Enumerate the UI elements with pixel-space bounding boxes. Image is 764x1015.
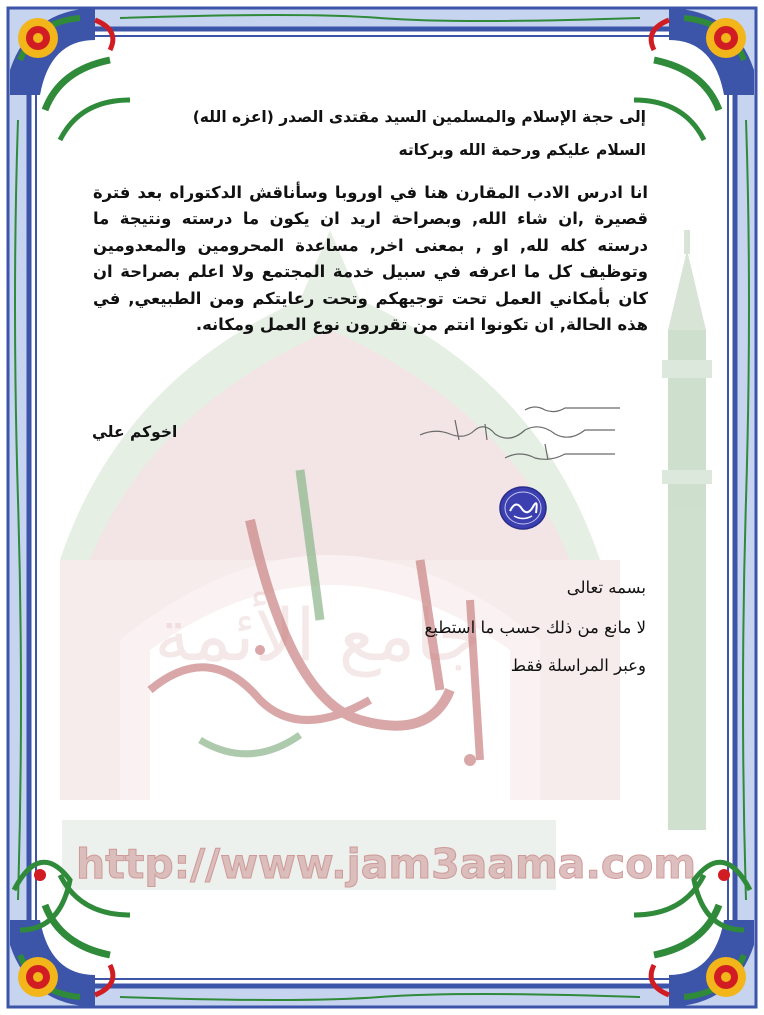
site-url-watermark: http://www.jam3aama.com (76, 840, 697, 888)
recipient-line: إلى حجة الإسلام والمسلمين السيد مقتدى الصدر (اعزه الله) (192, 108, 646, 126)
greeting-line: السلام عليكم ورحمة الله وبركاته (398, 141, 646, 159)
letter-body: انا ادرس الادب المقارن هنا في اوروبا وسأناقش الدكتوراه بعد فترة قصيرة ,ان شاء الله, وبصراحة اريد ان يكون ما درسته ونتيجة ما درسته كله لله, او , بمعنى اخر, مساعدة المحرومين والمعدومين وتوظيف كل ما اعرفه في سبيل خدمة المجتمع ولا اعلم بصراحة ان كان بأمكاني العمل تحت توجيهكم وتحت رعايتكم ومن الطبيعي, في هذه الحالة, ان تكونوا انتم من تقررون نوع العمل ومكانه. (93, 183, 648, 335)
sender-name: اخوكم علي (92, 423, 178, 441)
reply-line-2: وعبر المراسلة فقط (510, 656, 646, 675)
seal-stamp (498, 485, 548, 531)
logo-text-watermark: جامع الأئمة (154, 593, 482, 677)
reply-line-1: لا مانع من ذلك حسب ما استطيع (424, 618, 646, 637)
handwritten-signature (415, 400, 625, 470)
reply-opening: بسمه تعالى (566, 578, 646, 597)
